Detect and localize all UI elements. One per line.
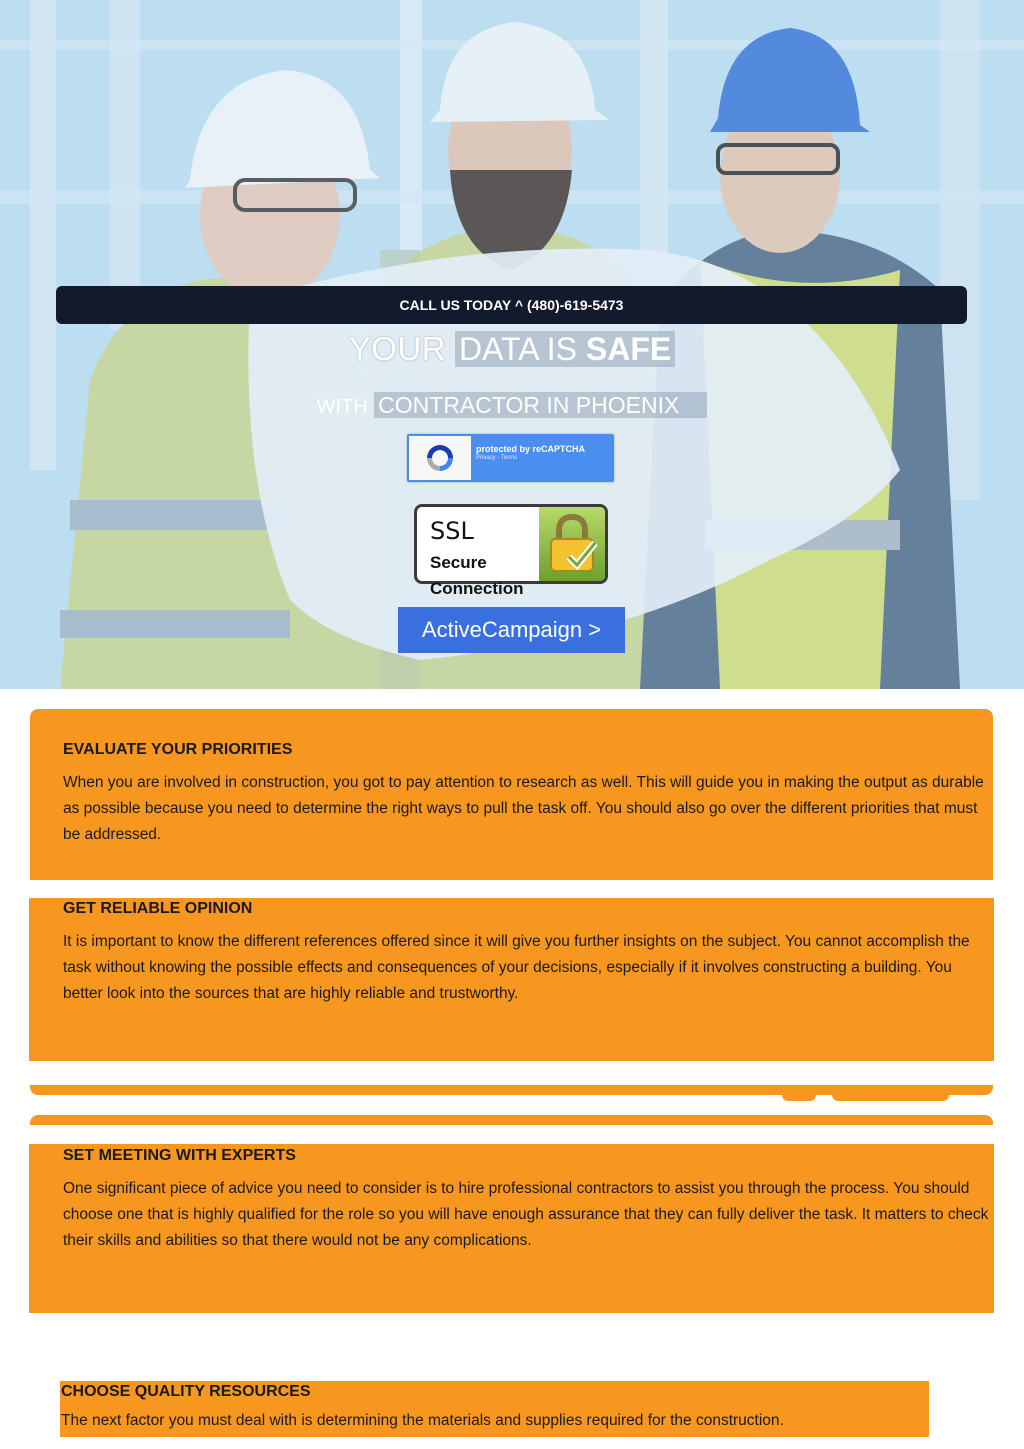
hero-banner	[0, 0, 1024, 689]
section-body: It is important to know the different references offered since it will give you further insights on the subject. You cannot accomplish the task without knowing the possible effects and consequences of your decisions, especially if it involves constructing a building. You better look into the sources that are highly reliable and trustworthy.	[63, 933, 970, 1002]
section-title: EVALUATE YOUR PRIORITIES	[63, 741, 293, 758]
section-quality-resources	[60, 1381, 929, 1437]
call-us-text: CALL US TODAY ^ (480)-619-5473	[399, 297, 624, 313]
recaptcha-logo-icon	[423, 441, 457, 475]
section-reliable-opinion	[29, 898, 994, 1061]
ssl-secure-badge	[414, 504, 608, 598]
section-body: The next factor you must deal with is determining the materials and supplies required for the construction.	[61, 1412, 784, 1429]
section-title: SET MEETING WITH EXPERTS	[63, 1147, 296, 1164]
section-body: One significant piece of advice you need to consider is to hire professional contractors to assist you through the process. You should choose one that is highly qualified for the role so you will have enough assurance that they can fully deliver the task. It matters to check their skills and abilities so that there would not be any complications.	[63, 1180, 989, 1249]
section-evaluate-priorities	[30, 709, 993, 880]
headline-word-your: YOUR	[348, 330, 447, 367]
ssl-title: SSL	[430, 517, 474, 545]
collapsed-panel-tab	[832, 1093, 949, 1101]
headline-word-data-is: DATA IS	[459, 331, 577, 367]
sub-headline	[0, 392, 1024, 419]
headline-word-safe: SAFE	[585, 331, 672, 367]
collapsed-panel-tab	[782, 1093, 816, 1101]
recaptcha-badge[interactable]	[407, 434, 614, 482]
call-us-bar[interactable]	[56, 286, 967, 324]
section-title: CHOOSE QUALITY RESOURCES	[61, 1383, 311, 1400]
ssl-connection-text: Connection	[430, 579, 524, 598]
padlock-icon	[539, 507, 605, 581]
ssl-lock-panel	[539, 507, 605, 581]
section-meeting-experts	[29, 1144, 994, 1313]
subheadline-word-with: WITH	[316, 396, 368, 418]
recaptcha-privacy-terms[interactable]: Privacy - Terms	[476, 455, 518, 461]
activecampaign-button[interactable]: ActiveCampaign >	[398, 607, 625, 653]
recaptcha-title: protected by reCAPTCHA	[476, 444, 586, 454]
headline	[0, 330, 1024, 368]
collapsed-panel-top-edge	[30, 1115, 993, 1125]
section-title: GET RELIABLE OPINION	[63, 900, 253, 917]
ssl-secure-text: Secure	[430, 553, 487, 572]
section-body: When you are involved in construction, you got to pay attention to research as well. This will guide you in making the output as durable as possible because you need to determine the right ways to pull the task off. You should also go over the different priorities that must be addressed.	[63, 774, 984, 843]
subheadline-contractor: CONTRACTOR IN PHOENIX	[374, 392, 707, 418]
headline-highlight	[455, 331, 675, 367]
recaptcha-logo	[409, 436, 471, 480]
